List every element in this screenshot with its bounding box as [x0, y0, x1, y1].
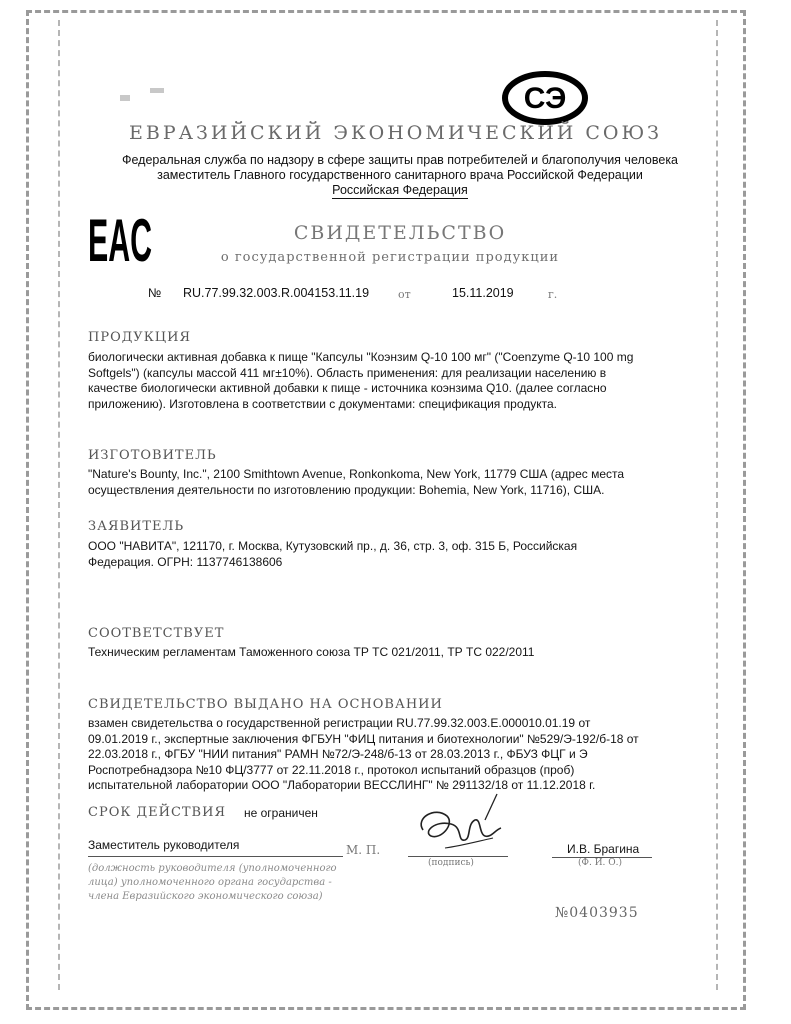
product-line: приложению). Изготовлена в соответствии с документами: спецификация продукта.: [88, 396, 557, 411]
applicant-body: [88, 539, 653, 570]
signature-underline: [408, 856, 508, 857]
product-body: [88, 350, 653, 412]
scan-speck: [120, 95, 130, 101]
stamp-place: М. П.: [346, 843, 381, 857]
footnote-line: члена Евразийского экономического союза): [88, 891, 323, 902]
applicant-line: Федерация. ОГРН: 1137746138606: [88, 554, 283, 569]
se-logo-text: СЭ: [523, 82, 567, 115]
manufacturer-line: "Nature's Bounty, Inc.", 2100 Smithtown Avenue, Ronkonkoma, New York, 11779 США (адрес места: [88, 467, 625, 481]
manufacturer-line: осуществления деятельности по изготовлению продукции: Bohemia, New York, 11716), США.: [88, 482, 605, 497]
validity-value: не ограничен: [244, 806, 318, 820]
validity-heading: СРОК ДЕЙСТВИЯ: [88, 805, 226, 820]
agency-line-2: заместитель Главного государственного санитарного врача Российской Федерации: [157, 168, 643, 182]
basis-line: испытательной лаборатории ООО "Лаборатории ВЕССЛИНГ" № 291132/18 от 11.12.2018 г.: [88, 778, 596, 792]
position-footnote: [88, 862, 348, 904]
product-heading: ПРОДУКЦИЯ: [88, 330, 191, 345]
agency-line-1: Федеральная служба по надзору в сфере защиты прав потребителей и благополучия человека: [121, 153, 679, 167]
position-underline: [88, 856, 343, 857]
name-caption: (Ф. И. О.): [578, 858, 623, 868]
date-prefix: от: [398, 288, 411, 301]
date-suffix: г.: [548, 288, 558, 301]
agency-line-3: Российская Федерация: [332, 183, 468, 197]
se-logo-icon: [500, 70, 590, 126]
agency-block: [80, 153, 720, 199]
manufacturer-heading: ИЗГОТОВИТЕЛЬ: [88, 448, 217, 463]
eac-mark-text: EAC: [88, 207, 152, 274]
basis-line: 09.01.2019 г., экспертные заключения ФГБУН "ФИЦ питания и биотехнологии" №529/Э-192/б-18 от: [88, 731, 639, 746]
conforms-body: [88, 645, 653, 661]
product-line: качестве биологически активной добавки к пище - источника коэнзима Q10. (далее согласно: [88, 381, 607, 395]
footnote-line: (должность руководителя (уполномоченного: [88, 863, 337, 874]
footnote-line: лица) уполномоченного органа государства -: [88, 877, 332, 888]
conforms-line: Техническим регламентам Таможенного союза ТР ТС 021/2011, ТР ТС 022/2011: [88, 645, 535, 659]
certificate-title: СВИДЕТЕЛЬСТВО: [293, 222, 507, 244]
applicant-heading: ЗАЯВИТЕЛЬ: [88, 519, 185, 534]
product-line: Softgels") (капсулы массой 411 мг±10%). Область применения: для реализации населению в: [88, 365, 607, 380]
basis-heading: СВИДЕТЕЛЬСТВО ВЫДАНО НА ОСНОВАНИИ: [88, 697, 443, 712]
basis-line: Роспотребнадзора №10 ФЦ/3777 от 22.11.2018 г., протокол испытаний образцов (проб): [88, 762, 575, 777]
eac-mark-icon: [86, 205, 156, 274]
signature-caption: (подпись): [428, 858, 474, 868]
certificate-date: 15.11.2019: [452, 286, 514, 300]
scan-speck: [150, 88, 164, 93]
basis-line: 22.03.2018 г., ФГБУ "НИИ питания" РАМН №72/Э-248/б-13 от 28.03.2013 г., ФБУЗ ФЦГ и Э: [88, 747, 588, 761]
serial-number: №0403935: [555, 905, 639, 921]
basis-line: взамен свидетельства о государственной регистрации RU.77.99.32.003.Е.000010.01.19 от: [88, 716, 591, 730]
signer-position: Заместитель руководителя: [88, 838, 240, 852]
signer-name: И.В. Брагина: [567, 842, 640, 856]
union-name: ЕВРАЗИЙСКИЙ ЭКОНОМИЧЕСКИЙ СОЮЗ: [129, 122, 662, 144]
applicant-line: ООО "НАВИТА", 121170, г. Москва, Кутузовский пр., д. 36, стр. 3, оф. 315 Б, Российская: [88, 539, 578, 553]
manufacturer-body: [88, 467, 653, 498]
basis-body: [88, 716, 653, 794]
conforms-heading: СООТВЕТСТВУЕТ: [88, 626, 225, 641]
certificate-number: RU.77.99.32.003.R.004153.11.19: [183, 286, 370, 300]
product-line: биологически активная добавка к пище "Капсулы "Коэнзим Q-10 100 мг" ("Coenzyme Q-10 100 mg: [88, 350, 634, 364]
number-prefix: №: [148, 286, 162, 300]
certificate-subtitle: о государственной регистрации продукции: [220, 250, 560, 265]
